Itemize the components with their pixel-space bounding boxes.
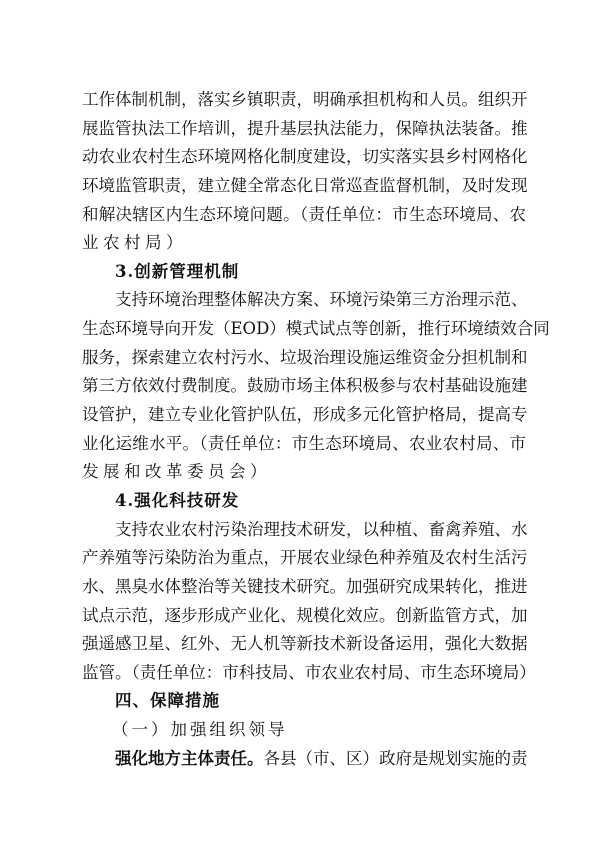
paragraph-line: 生态环境导向开发（EOD）模式试点等创新，推行环境绩效合同 [82,319,550,339]
document-page [82,86,550,773]
paragraph-first-line: 支持农业农村污染治理技术研发，以种植、畜禽养殖、水 [115,519,528,539]
paragraph-line: 工作体制机制，落实乡镇职责，明确承担机构和人员。组织开 [82,90,528,109]
section-heading: 四、保障措施 [115,691,220,711]
subsection-heading: （一）加强组织领导 [112,720,288,740]
paragraph-line: 设管护，建立专业化管护队伍，形成多元化管护格局，提高专 [82,405,528,425]
paragraph-line: 环境监管职责，建立健全常态化日常巡查监督机制，及时发现 [82,175,528,195]
paragraph-line: 水、黑臭水体整治等关键技术研究。加强研究成果转化，推进 [82,576,528,596]
paragraph-line: 监管。（责任单位：市科技局、市农业农村局、市生态环境局） [82,662,536,682]
paragraph-line: 第三方依效付费制度。鼓励市场主体积极参与农村基础设施建 [82,376,528,396]
paragraph-line: 试点示范，逐步形成产业化、规模化效应。创新监管方式，加 [82,605,528,625]
section-heading: 4.强化科技研发 [115,490,240,510]
paragraph-line: 业农村局） [82,233,187,253]
paragraph-first-line: 强化地方主体责任。各县（市、区）政府是规划实施的责 [115,748,528,768]
lead-phrase: 强化地方主体责任。 [115,748,264,768]
paragraph-line: 业化运维水平。（责任单位：市生态环境局、农业农村局、市 [82,433,526,453]
paragraph-line: 动农业农村生态环境网格化制度建设，切实落实县乡村网格化 [82,147,528,167]
paragraph-line: 展监管执法工作培训，提升基层执法能力，保障执法装备。推 [82,118,528,138]
section-heading: 3.创新管理机制 [115,261,240,281]
paragraph-line: 服务，探索建立农村污水、垃圾治理设施运维资金分担机制和 [82,347,528,367]
paragraph-line: 强遥感卫星、红外、无人机等新技术新设备运用，强化大数据 [82,634,528,654]
paragraph-line: 产养殖等污染防治为重点，开展农业绿色种养殖及农村生活污 [82,548,528,568]
paragraph-first-line: 支持环境治理整体解决方案、环境污染第三方治理示范、 [115,290,528,310]
paragraph-line: 发展和改革委员会） [82,462,271,482]
paragraph-line: 和解决辖区内生态环境问题。（责任单位：市生态环境局、农 [82,204,526,224]
